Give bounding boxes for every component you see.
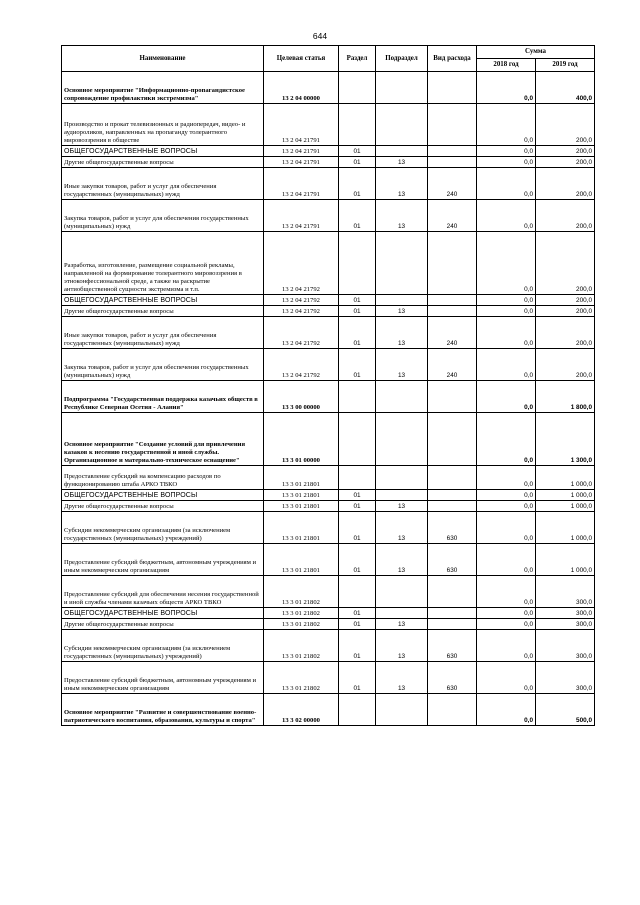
row-subsection: 13 <box>376 168 428 200</box>
table-row <box>62 104 595 146</box>
row-amount-2018: 0,0 <box>477 168 536 200</box>
row-subsection <box>376 381 428 413</box>
row-target-code: 13 3 01 21801 <box>264 466 339 490</box>
row-expense-type: 630 <box>428 544 477 576</box>
row-target-code: 13 2 04 21791 <box>264 146 339 157</box>
row-target-code: 13 3 01 21801 <box>264 490 339 501</box>
table-row <box>62 295 595 306</box>
col-sum-header: Сумма <box>477 46 595 59</box>
row-amount-2019: 200,0 <box>536 349 595 381</box>
table-row <box>62 232 595 295</box>
row-amount-2018: 0,0 <box>477 619 536 630</box>
row-amount-2018: 0,0 <box>477 72 536 104</box>
budget-table <box>61 45 595 726</box>
row-name: Основное мероприятие "Создание условий для привлечения казаков к несению государственной и иной службы. Организационное и материально-техническое оснащение" <box>62 413 264 466</box>
row-subsection <box>376 146 428 157</box>
table-row <box>62 662 595 694</box>
row-amount-2019: 1 300,0 <box>536 413 595 466</box>
row-name: Другие общегосударственные вопросы <box>62 619 264 630</box>
row-amount-2019: 300,0 <box>536 608 595 619</box>
row-name: Иные закупки товаров, работ и услуг для обеспечения государственных (муниципальных) нужд <box>62 317 264 349</box>
row-section <box>339 381 376 413</box>
row-subsection: 13 <box>376 512 428 544</box>
row-amount-2019: 200,0 <box>536 306 595 317</box>
row-name: Подпрограмма "Государственная поддержка казачьих обществ в Республике Северная Осетия - Алания" <box>62 381 264 413</box>
row-amount-2019: 200,0 <box>536 317 595 349</box>
row-subsection: 13 <box>376 662 428 694</box>
row-name: ОБЩЕГОСУДАРСТВЕННЫЕ ВОПРОСЫ <box>62 295 264 306</box>
row-subsection <box>376 576 428 608</box>
row-target-code: 13 2 04 21791 <box>264 200 339 232</box>
table-row <box>62 349 595 381</box>
row-amount-2018: 0,0 <box>477 608 536 619</box>
row-amount-2018: 0,0 <box>477 295 536 306</box>
row-section <box>339 232 376 295</box>
row-name: Предоставление субсидий на компенсацию расходов по функционированию штаба АРКО ТВКО <box>62 466 264 490</box>
row-amount-2018: 0,0 <box>477 317 536 349</box>
row-expense-type: 240 <box>428 349 477 381</box>
row-section: 01 <box>339 619 376 630</box>
row-expense-type: 240 <box>428 317 477 349</box>
row-target-code: 13 2 04 21792 <box>264 317 339 349</box>
row-amount-2018: 0,0 <box>477 466 536 490</box>
row-amount-2019: 1 000,0 <box>536 544 595 576</box>
row-name: Предоставление субсидий бюджетным, автономным учреждениям и иным некоммерческим организациям <box>62 662 264 694</box>
col-expense-type-header: Вид расхода <box>428 46 477 72</box>
row-target-code: 13 2 04 21791 <box>264 157 339 168</box>
row-target-code: 13 2 04 21792 <box>264 306 339 317</box>
row-amount-2018: 0,0 <box>477 694 536 726</box>
row-section: 01 <box>339 146 376 157</box>
row-amount-2018: 0,0 <box>477 232 536 295</box>
table-row <box>62 608 595 619</box>
row-amount-2019: 1 000,0 <box>536 501 595 512</box>
table-row <box>62 694 595 726</box>
row-subsection <box>376 608 428 619</box>
row-amount-2018: 0,0 <box>477 490 536 501</box>
table-row <box>62 630 595 662</box>
row-expense-type: 630 <box>428 662 477 694</box>
row-name: ОБЩЕГОСУДАРСТВЕННЫЕ ВОПРОСЫ <box>62 608 264 619</box>
row-target-code: 13 2 04 21792 <box>264 295 339 306</box>
row-section: 01 <box>339 317 376 349</box>
row-section <box>339 413 376 466</box>
row-subsection: 13 <box>376 619 428 630</box>
row-subsection <box>376 295 428 306</box>
row-name: Предоставление субсидий бюджетным, автономным учреждениям и иным некоммерческим организациям <box>62 544 264 576</box>
row-section: 01 <box>339 157 376 168</box>
row-expense-type <box>428 694 477 726</box>
row-section: 01 <box>339 512 376 544</box>
row-expense-type <box>428 72 477 104</box>
row-name: Закупка товаров, работ и услуг для обеспечения государственных (муниципальных) нужд <box>62 349 264 381</box>
row-expense-type <box>428 232 477 295</box>
table-row <box>62 576 595 608</box>
row-amount-2018: 0,0 <box>477 157 536 168</box>
row-expense-type <box>428 619 477 630</box>
table-row <box>62 512 595 544</box>
row-section <box>339 694 376 726</box>
col-subsection-header: Подраздел <box>376 46 428 72</box>
row-name: Субсидии некоммерческим организациям (за исключением государственных (муниципальных) учреждений) <box>62 630 264 662</box>
row-section: 01 <box>339 200 376 232</box>
row-amount-2018: 0,0 <box>477 104 536 146</box>
table-row <box>62 619 595 630</box>
row-name: Предоставление субсидий для обеспечения несения государственной и иной службы членами казачьих обществ АРКО ТВКО <box>62 576 264 608</box>
row-section: 01 <box>339 295 376 306</box>
row-target-code: 13 3 02 00000 <box>264 694 339 726</box>
col-2019-header: 2019 год <box>536 59 595 72</box>
row-amount-2018: 0,0 <box>477 544 536 576</box>
row-section: 01 <box>339 490 376 501</box>
table-row <box>62 200 595 232</box>
row-target-code: 13 2 04 21792 <box>264 232 339 295</box>
page-number: 644 <box>312 31 328 41</box>
row-subsection <box>376 232 428 295</box>
row-section: 01 <box>339 349 376 381</box>
row-amount-2019: 200,0 <box>536 200 595 232</box>
row-subsection <box>376 413 428 466</box>
row-name: Основное мероприятие "Информационно-пропагандистское сопровождение профилактики экстремизма" <box>62 72 264 104</box>
row-expense-type <box>428 104 477 146</box>
row-expense-type <box>428 295 477 306</box>
row-subsection: 13 <box>376 200 428 232</box>
row-expense-type: 630 <box>428 512 477 544</box>
row-expense-type <box>428 466 477 490</box>
row-subsection: 13 <box>376 630 428 662</box>
row-name: ОБЩЕГОСУДАРСТВЕННЫЕ ВОПРОСЫ <box>62 490 264 501</box>
row-amount-2019: 200,0 <box>536 146 595 157</box>
row-amount-2019: 1 000,0 <box>536 512 595 544</box>
row-amount-2019: 200,0 <box>536 157 595 168</box>
row-target-code: 13 3 01 21802 <box>264 662 339 694</box>
row-amount-2019: 200,0 <box>536 295 595 306</box>
row-target-code: 13 3 00 00000 <box>264 381 339 413</box>
row-amount-2019: 300,0 <box>536 619 595 630</box>
row-section: 01 <box>339 544 376 576</box>
row-subsection: 13 <box>376 544 428 576</box>
row-name: Производство и прокат телевизионных и радиопередач, видео- и аудиороликов, направленных на пропаганду толерантного мировоззрения в обществе <box>62 104 264 146</box>
row-target-code: 13 2 04 21791 <box>264 168 339 200</box>
row-name: Разработка, изготовление, размещение социальной рекламы, направленной на формирование толерантного мировоззрения в этноконфессиональной среде, а также на раскрытие антиобщественной сущности экстремизма и т.п. <box>62 232 264 295</box>
row-expense-type <box>428 146 477 157</box>
row-expense-type <box>428 501 477 512</box>
table-row <box>62 72 595 104</box>
row-amount-2019: 1 000,0 <box>536 490 595 501</box>
row-subsection: 13 <box>376 306 428 317</box>
row-amount-2018: 0,0 <box>477 306 536 317</box>
row-section: 01 <box>339 662 376 694</box>
row-target-code: 13 3 01 21802 <box>264 576 339 608</box>
row-expense-type <box>428 608 477 619</box>
row-amount-2018: 0,0 <box>477 349 536 381</box>
row-name: Основное мероприятие "Развитие и совершенствование военно-патриотического воспитания, образования, культуры и спорта" <box>62 694 264 726</box>
table-row <box>62 306 595 317</box>
row-amount-2019: 200,0 <box>536 232 595 295</box>
row-target-code: 13 3 01 00000 <box>264 413 339 466</box>
row-subsection <box>376 694 428 726</box>
row-expense-type <box>428 576 477 608</box>
table-row <box>62 157 595 168</box>
row-expense-type <box>428 157 477 168</box>
row-expense-type <box>428 413 477 466</box>
table-row <box>62 381 595 413</box>
row-amount-2018: 0,0 <box>477 200 536 232</box>
row-expense-type: 240 <box>428 200 477 232</box>
row-amount-2019: 300,0 <box>536 576 595 608</box>
row-target-code: 13 3 01 21801 <box>264 501 339 512</box>
row-target-code: 13 2 04 00000 <box>264 72 339 104</box>
row-section: 01 <box>339 608 376 619</box>
table-row <box>62 490 595 501</box>
row-name: Другие общегосударственные вопросы <box>62 501 264 512</box>
table-row <box>62 146 595 157</box>
row-target-code: 13 3 01 21801 <box>264 544 339 576</box>
row-expense-type <box>428 381 477 413</box>
row-amount-2018: 0,0 <box>477 501 536 512</box>
row-amount-2019: 1 000,0 <box>536 466 595 490</box>
row-amount-2019: 300,0 <box>536 662 595 694</box>
row-name: Другие общегосударственные вопросы <box>62 157 264 168</box>
row-amount-2019: 500,0 <box>536 694 595 726</box>
row-expense-type <box>428 306 477 317</box>
row-subsection: 13 <box>376 349 428 381</box>
row-name: Субсидии некоммерческим организациям (за исключением государственных (муниципальных) учреждений) <box>62 512 264 544</box>
row-subsection: 13 <box>376 157 428 168</box>
row-section: 01 <box>339 168 376 200</box>
row-target-code: 13 3 01 21802 <box>264 630 339 662</box>
row-target-code: 13 3 01 21801 <box>264 512 339 544</box>
row-section: 01 <box>339 630 376 662</box>
table-row <box>62 168 595 200</box>
row-section <box>339 576 376 608</box>
row-target-code: 13 2 04 21792 <box>264 349 339 381</box>
row-section <box>339 72 376 104</box>
row-amount-2019: 200,0 <box>536 104 595 146</box>
row-amount-2018: 0,0 <box>477 576 536 608</box>
row-subsection <box>376 72 428 104</box>
row-target-code: 13 2 04 21791 <box>264 104 339 146</box>
row-amount-2019: 300,0 <box>536 630 595 662</box>
table-row <box>62 413 595 466</box>
row-subsection: 13 <box>376 501 428 512</box>
row-amount-2018: 0,0 <box>477 381 536 413</box>
table-row <box>62 317 595 349</box>
col-section-header: Раздел <box>339 46 376 72</box>
row-subsection: 13 <box>376 317 428 349</box>
row-amount-2018: 0,0 <box>477 146 536 157</box>
table-row <box>62 544 595 576</box>
row-amount-2019: 200,0 <box>536 168 595 200</box>
row-amount-2018: 0,0 <box>477 662 536 694</box>
row-expense-type <box>428 490 477 501</box>
col-2018-header: 2018 год <box>477 59 536 72</box>
row-target-code: 13 3 01 21802 <box>264 608 339 619</box>
row-subsection <box>376 466 428 490</box>
row-target-code: 13 3 01 21802 <box>264 619 339 630</box>
row-amount-2018: 0,0 <box>477 630 536 662</box>
row-expense-type: 240 <box>428 168 477 200</box>
row-name: Иные закупки товаров, работ и услуг для обеспечения государственных (муниципальных) нужд <box>62 168 264 200</box>
row-name: Закупка товаров, работ и услуг для обеспечения государственных (муниципальных) нужд <box>62 200 264 232</box>
row-amount-2019: 1 800,0 <box>536 381 595 413</box>
row-amount-2018: 0,0 <box>477 512 536 544</box>
table-row <box>62 501 595 512</box>
row-expense-type: 630 <box>428 630 477 662</box>
row-section <box>339 104 376 146</box>
row-amount-2019: 400,0 <box>536 72 595 104</box>
row-amount-2018: 0,0 <box>477 413 536 466</box>
row-name: Другие общегосударственные вопросы <box>62 306 264 317</box>
row-section: 01 <box>339 306 376 317</box>
col-code-header: Целевая статья <box>264 46 339 72</box>
row-name: ОБЩЕГОСУДАРСТВЕННЫЕ ВОПРОСЫ <box>62 146 264 157</box>
row-section: 01 <box>339 501 376 512</box>
row-subsection <box>376 104 428 146</box>
col-name-header: Наименование <box>62 46 264 72</box>
row-subsection <box>376 490 428 501</box>
row-section <box>339 466 376 490</box>
table-row <box>62 466 595 490</box>
